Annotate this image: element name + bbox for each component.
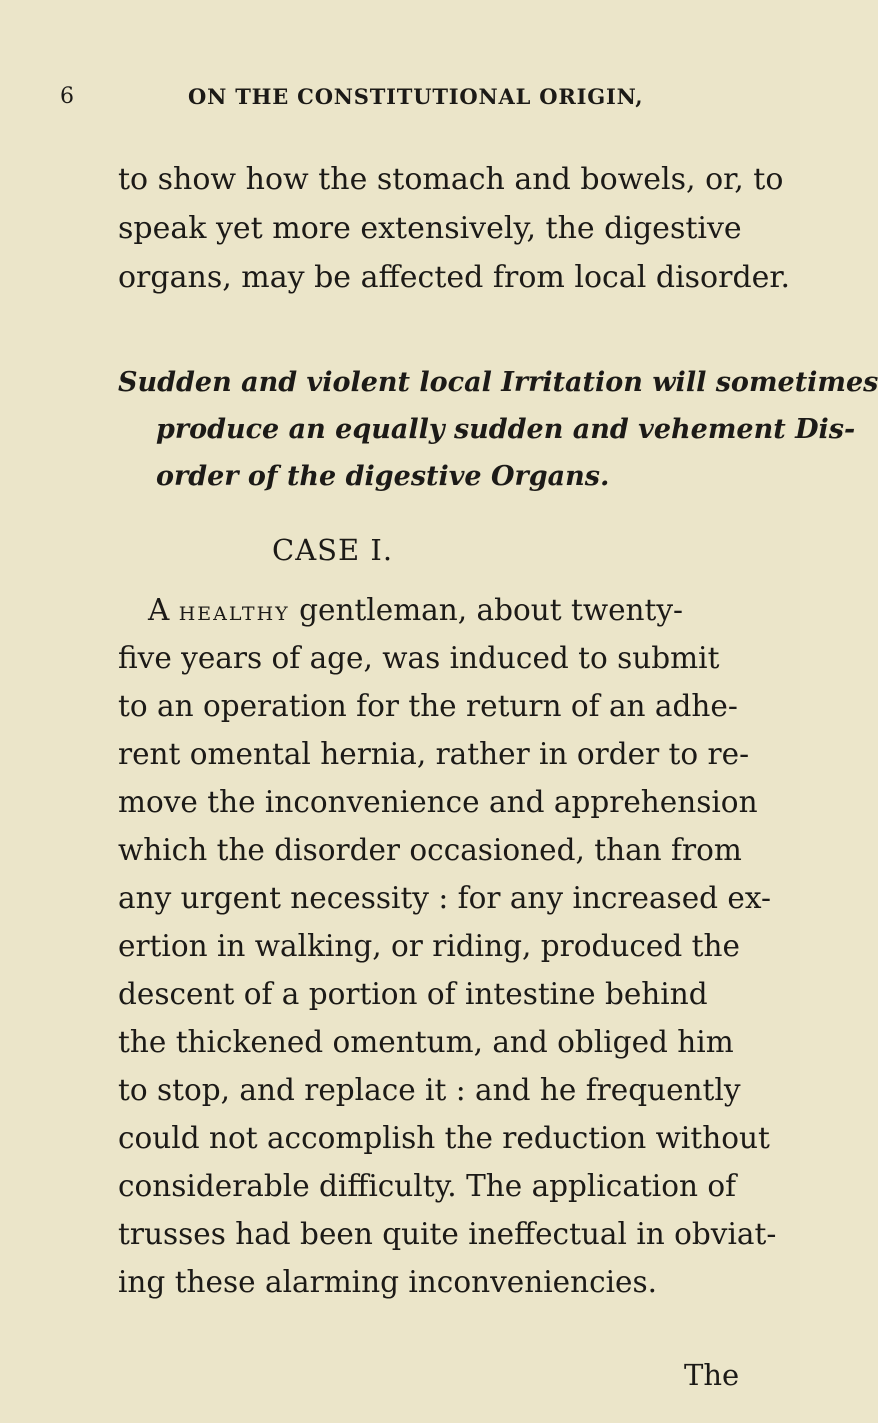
text-line: organs, may be affected from local disorder. <box>118 260 790 295</box>
catchword: The <box>684 1358 740 1392</box>
text-line: to stop, and replace it : and he frequently <box>118 1073 741 1107</box>
text-line <box>148 593 683 627</box>
running-title: ON THE CONSTITUTIONAL ORIGIN, <box>188 84 644 109</box>
small-caps-word: healthy <box>178 596 290 627</box>
text-line: rent omental hernia, rather in order to re- <box>118 737 750 771</box>
text-line: the thickened omentum, and obliged him <box>118 1025 734 1059</box>
text-line: trusses had been quite ineffectual in obviat- <box>118 1217 777 1251</box>
opening-word: A <box>148 593 170 627</box>
text-line: any urgent necessity : for any increased ex- <box>118 881 771 915</box>
running-head <box>60 84 700 120</box>
page-number: 6 <box>60 84 75 109</box>
text-line: move the inconvenience and apprehension <box>118 785 758 819</box>
text-line: could not accomplish the reduction without <box>118 1121 770 1155</box>
heading-line: order of the digestive Organs. <box>156 461 610 492</box>
text-line: five years of age, was induced to submit <box>118 641 720 675</box>
text-line: considerable difficulty. The application of <box>118 1169 737 1203</box>
text-line: ertion in walking, or riding, produced the <box>118 929 740 963</box>
text-line: speak yet more extensively, the digestive <box>118 211 742 246</box>
text-line: to show how the stomach and bowels, or, to <box>118 162 784 197</box>
heading-line: produce an equally sudden and vehement Dis- <box>156 414 856 445</box>
text-line: ing these alarming inconveniencies. <box>118 1265 658 1299</box>
text-line: to an operation for the return of an adhe- <box>118 689 738 723</box>
case-title: CASE I. <box>272 533 394 567</box>
opening-rest: gentleman, about twenty- <box>299 593 684 627</box>
heading-line: Sudden and violent local Irritation will sometimes <box>118 367 878 398</box>
text-line: descent of a portion of intestine behind <box>118 977 708 1011</box>
text-line: which the disorder occasioned, than from <box>118 833 742 867</box>
